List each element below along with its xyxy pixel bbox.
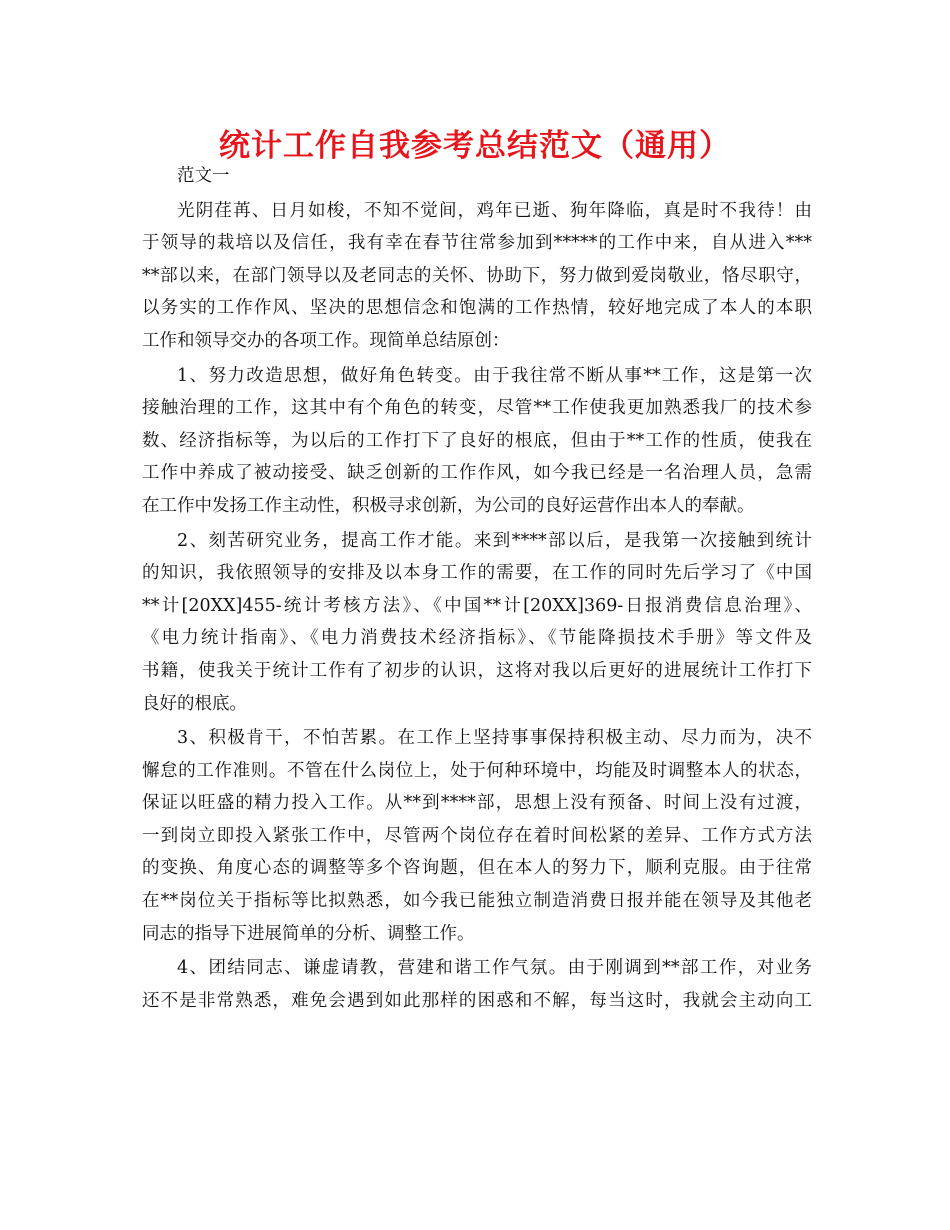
paragraph-first-line: 光阴荏苒、日月如梭，不知不觉间，鸡年已逝、狗年降临，真是时不我待！由 (177, 200, 812, 221)
paragraph-line: 在工作中发扬工作主动性，积极寻求创新，为公司的良好运营作出本人的奉献。 (142, 495, 755, 516)
paragraph-line: 书籍，使我关于统计工作有了初步的认识，这将对我以后更好的进展统计工作打下 (142, 660, 812, 681)
paragraph-line: 工作中养成了被动接受、缺乏创新的工作作风，如今我已经是一名治理人员，急需 (142, 463, 812, 484)
paragraph-line: 还不是非常熟悉，难免会遇到如此那样的困惑和不解，每当这时，我就会主动向工 (142, 990, 812, 1011)
paragraph-first-line: 2、刻苦研究业务，提高工作才能。来到****部以后，是我第一次接触到统计 (177, 530, 812, 551)
document-title: 统计工作自我参考总结范文（通用） (219, 128, 731, 164)
paragraph-line: 接触治理的工作，这其中有个角色的转变，尽管**工作使我更加熟悉我厂的技术参 (142, 398, 812, 419)
paragraph-line: 的知识，我依照领导的安排及以本身工作的需要，在工作的同时先后学习了《中国 (142, 563, 812, 584)
paragraph-first-line: 范文一 (177, 166, 230, 186)
paragraph-line: 一到岗立即投入紧张工作中，尽管两个岗位存在着时间松紧的差异、工作方式方法 (142, 825, 812, 846)
paragraph-first-line: 1、努力改造思想，做好角色转变。由于我往常不断从事**工作，这是第一次 (177, 365, 812, 386)
paragraph-line: 于领导的栽培以及信任，我有幸在春节往常参加到*****的工作中来，自从进入*** (142, 233, 812, 254)
paragraph-line: 在**岗位关于指标等比拟熟悉，如今我已能独立制造消费日报并能在领导及其他老 (142, 891, 812, 912)
paragraph-line: 懈怠的工作准则。不管在什么岗位上，处于何种环境中，均能及时调整本人的状态， (142, 760, 812, 781)
document-body (142, 160, 812, 1017)
paragraph-line: 的变换、角度心态的调整等多个咨询题，但在本人的努力下，顺利克服。由于往常 (142, 858, 812, 879)
paragraph-line: 工作和领导交办的各项工作。现简单总结原创： (142, 330, 510, 351)
paragraph-line: 良好的根底。 (142, 693, 247, 714)
paragraph-first-line: 4、团结同志、谦虚请教，营建和谐工作气氛。由于刚调到**部工作，对业务 (177, 958, 812, 979)
paragraph-line: **部以来，在部门领导以及老同志的关怀、协助下，努力做到爱岗敬业，恪尽职守， (142, 265, 812, 286)
paragraph-line: 数、经济指标等，为以后的工作打下了良好的根底，但由于**工作的性质，使我在 (142, 430, 812, 451)
paragraph-line: 同志的指导下进展简单的分析、调整工作。 (142, 923, 475, 944)
paragraph-line: 《电力统计指南》、《电力消费技术经济指标》、《节能降损技术手册》等文件及 (142, 628, 812, 649)
paragraph-line: 以务实的工作作风、坚决的思想信念和饱满的工作热情，较好地完成了本人的本职 (142, 298, 812, 319)
paragraph-line: 保证以旺盛的精力投入工作。从**到****部，思想上没有预备、时间上没有过渡， (142, 793, 812, 814)
paragraph-first-line: 3、积极肯干，不怕苦累。在工作上坚持事事保持积极主动、尽力而为，决不 (177, 728, 812, 749)
paragraph-line: **计[20XX]455-统计考核方法》、《中国**计[20XX]369-日报消费信息治理》、 (142, 595, 812, 616)
